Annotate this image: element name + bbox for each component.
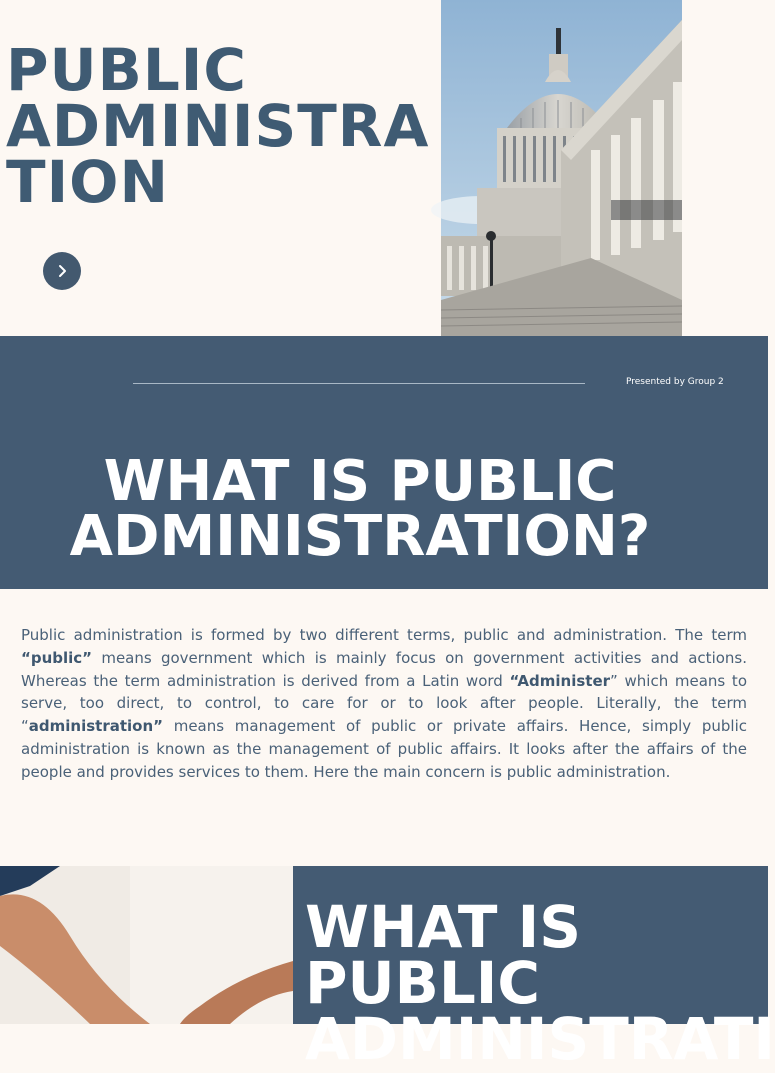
question-slide [0, 336, 768, 589]
capitol-building-image [441, 0, 682, 336]
title-line: PUBLIC [6, 36, 247, 104]
paragraph-text: means management of public or private affairs. Hence, simply public administration is known as the management of public affairs. It looks after the affairs of the people and provides services to them. Here the main concern is public administration. [21, 717, 747, 781]
presenter-credit: Presented by Group 2 [626, 377, 724, 387]
bold-term: “public” [21, 648, 93, 667]
title-line: WHAT IS [305, 893, 582, 961]
third-slide [0, 866, 775, 1073]
divider-line [133, 383, 585, 384]
title-line: ADMINISTRA [6, 92, 430, 160]
bold-term: “Administer [509, 671, 611, 690]
paragraph-text: ” which means to serve, too direct, to control, to care for or to look after people. Literally, the term “ [21, 671, 747, 736]
definition-paragraph [21, 624, 747, 784]
title-line: ADMINISTRATI [305, 1005, 775, 1073]
title-line: WHAT IS PUBLIC [103, 449, 617, 514]
title-line: TION [6, 148, 169, 216]
slide-title [0, 449, 720, 569]
paragraph-text: Public administration is formed by two different terms, public and administration. The term [21, 626, 747, 644]
bold-term: administration” [28, 717, 164, 736]
paragraph-text: means government which is mainly focus on government activities and actions. Whereas the term administration is derived from a Latin word [21, 648, 747, 690]
chevron-right-icon [55, 264, 69, 278]
title-slide [0, 0, 768, 336]
slide-title [6, 36, 430, 216]
next-slide-button[interactable] [43, 252, 81, 290]
question-panel [293, 866, 775, 1073]
hands-photo [0, 866, 293, 1024]
title-line: ADMINISTRATION? [69, 504, 651, 569]
title-line: PUBLIC [305, 949, 540, 1017]
slide-title [305, 893, 775, 1073]
